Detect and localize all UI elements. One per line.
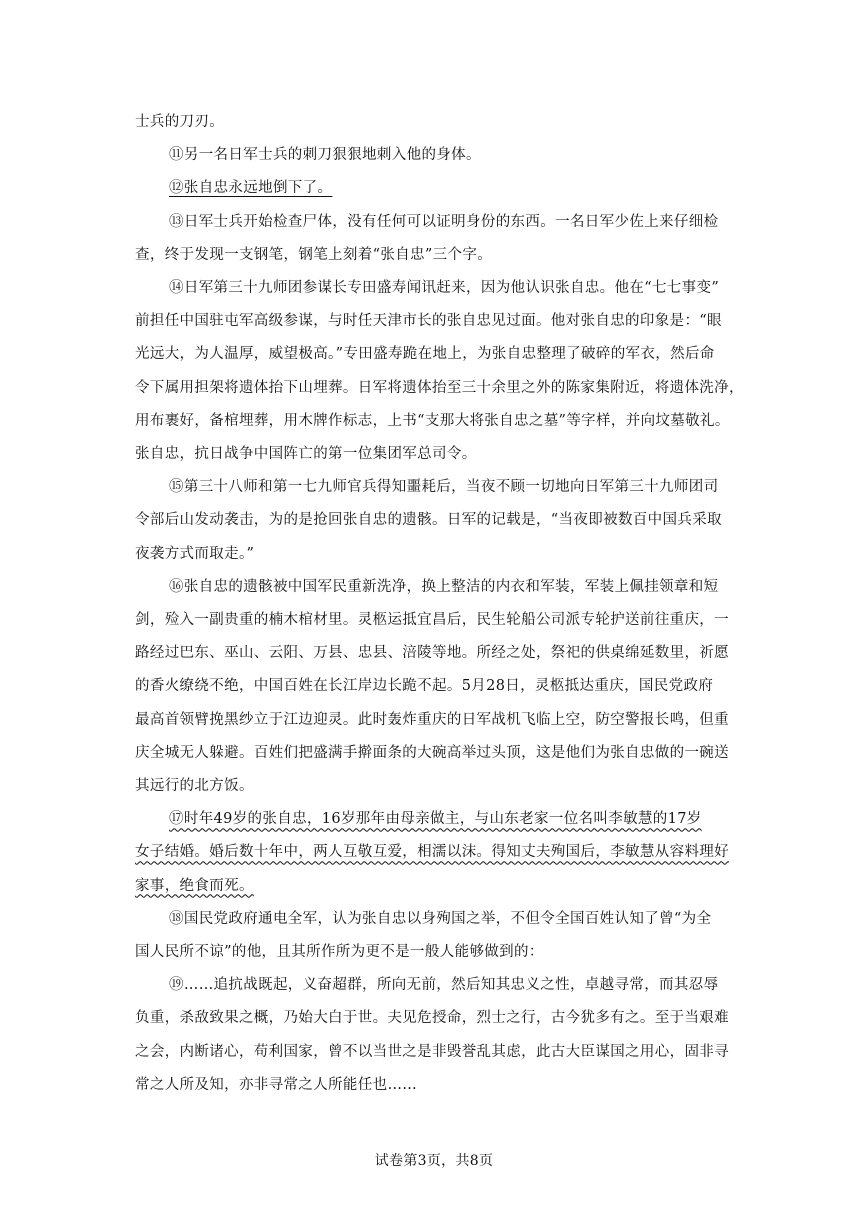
line-text: 国人民所不谅”的他，且其所作所为更不是一般人能够做到的： [135, 944, 544, 961]
line-text: 路经过巴东、巫山、云阳、万县、忠县、涪陵等地。所经之处，祭祀的供桌绵延数里，祈愿 [135, 645, 729, 662]
text-line [135, 870, 745, 903]
line-text: 的香火缭绕不绝，中国百姓在长江岸边长跪不起。5月28日，灵柩抵达重庆，国民党政府 [135, 678, 714, 695]
line-text: 庆全城无人躲避。百姓们把盛满手擀面条的大碗高举过头顶，这是他们为张自忠做的一碗送 [135, 744, 729, 761]
line-text: 之会，内断诸心，苟利国家，曾不以当世之是非毁誉乱其虑，此古大臣谋国之用心，固非寻 [135, 1043, 729, 1060]
line-text: 常之人所及知，亦非寻常之人所能任也…… [135, 1076, 418, 1093]
line-text: 光远大，为人温厚，威望极高。”专田盛寿跪在地上，为张自忠整理了破碎的军衣，然后命 [135, 346, 715, 363]
text-line [135, 803, 745, 836]
text-line [135, 538, 745, 571]
text-line [135, 372, 745, 405]
text-line [135, 272, 745, 305]
line-text: 用布裹好，备棺埋葬，用木牌作标志，上书“支那大将张自忠之墓”等字样，并向坟墓敬礼。 [135, 412, 730, 429]
text-line [135, 206, 745, 239]
line-text: 士兵的刀刃。 [135, 114, 225, 130]
text-line [135, 836, 745, 869]
text-line [135, 305, 745, 338]
line-text: ⑲……追抗战既起，义奋超群，所向无前，然后知其忠义之性，卓越寻常，而其忍辱 [169, 977, 719, 994]
text-line [135, 737, 745, 770]
wavy-underlined-sentence: 家事，绝食而死。 [135, 877, 254, 894]
text-line [135, 1036, 745, 1069]
line-text: ⑮第三十八师和第一七九师官兵得知噩耗后，当夜不顾一切地向日军第三十九师团司 [169, 479, 719, 496]
text-line [135, 139, 745, 172]
text-line [135, 172, 745, 205]
wavy-underlined-sentence: 女子结婚。婚后数十年中，两人互敬互爱，相濡以沫。得知丈夫殉国后，李敏慧从容料理好 [135, 844, 729, 861]
line-text: 负重，杀敌致果之概，乃始大白于世。夫见危授命，烈士之行，古今犹多有之。至于当艰难 [135, 1010, 729, 1027]
text-line [135, 106, 745, 139]
text-line [135, 471, 745, 504]
page-footer: 试卷第3页，共8页 [374, 1153, 494, 1169]
text-line [135, 338, 745, 371]
article-body [135, 106, 745, 1102]
wavy-underlined-sentence: ⑰时年49岁的张自忠，16岁那年由母亲做主，与山东老家一位名叫李敏慧的17岁 [169, 811, 702, 828]
line-text: 前担任中国驻屯军高级参谋，与时任天津市长的张自忠见过面。他对张自忠的印象是：“眼 [135, 313, 722, 330]
line-text: 剑，殓入一副贵重的楠木棺材里。灵柩运抵宜昌后，民生轮船公司派专轮护送前往重庆，一 [135, 612, 729, 629]
line-text: 最高首领臂挽黑纱立于江边迎灵。此时轰炸重庆的日军战机飞临上空，防空警报长鸣，但重 [135, 711, 729, 728]
text-line [135, 438, 745, 471]
text-line [135, 504, 745, 537]
text-line [135, 903, 745, 936]
text-line [135, 637, 745, 670]
text-line [135, 1069, 745, 1102]
text-line [135, 770, 745, 803]
line-text: ⑯张自忠的遗骸被中国军民重新洗净，换上整洁的内衣和军装，军装上佩挂领章和短 [169, 578, 719, 595]
line-text: 其远行的北方饭。 [135, 778, 254, 795]
underlined-sentence: ⑫张自忠永远地倒下了。 [169, 180, 333, 197]
text-line [135, 936, 745, 969]
line-text: ⑬日军士兵开始检查尸体，没有任何可以证明身份的东西。一名日军少佐上来仔细检 [169, 213, 719, 230]
line-text: ⑱国民党政府通电全军，认为张自忠以身殉国之举，不但令全国百姓认知了曾“为全 [169, 910, 712, 927]
line-text: 令下属用担架将遗体抬下山埋葬。日军将遗体抬至三十余里之外的陈家集附近，将遗体洗净， [135, 379, 744, 396]
line-text: 查，终于发现一支钢笔，钢笔上刻着“张自忠”三个字。 [135, 246, 493, 263]
line-text: 张自忠，抗日战争中国阵亡的第一位集团军总司令。 [135, 446, 477, 463]
line-text: ⑭日军第三十九师团参谋长专田盛寿闻讯赶来，因为他认识张自忠。他在“七七事变” [169, 280, 720, 297]
line-text: 令部后山发动袭击，为的是抢回张自忠的遗骸。日军的记载是，“当夜即被数百中国兵采取 [135, 512, 722, 529]
text-line [135, 604, 745, 637]
text-line [135, 571, 745, 604]
line-text: 夜袭方式而取走。” [135, 545, 255, 562]
text-line [135, 405, 745, 438]
text-line [135, 239, 745, 272]
text-line [135, 704, 745, 737]
text-line [135, 969, 745, 1002]
text-line [135, 1002, 745, 1035]
line-text: ⑪另一名日军士兵的刺刀狠狠地刺入他的身体。 [169, 147, 481, 164]
text-line [135, 670, 745, 703]
